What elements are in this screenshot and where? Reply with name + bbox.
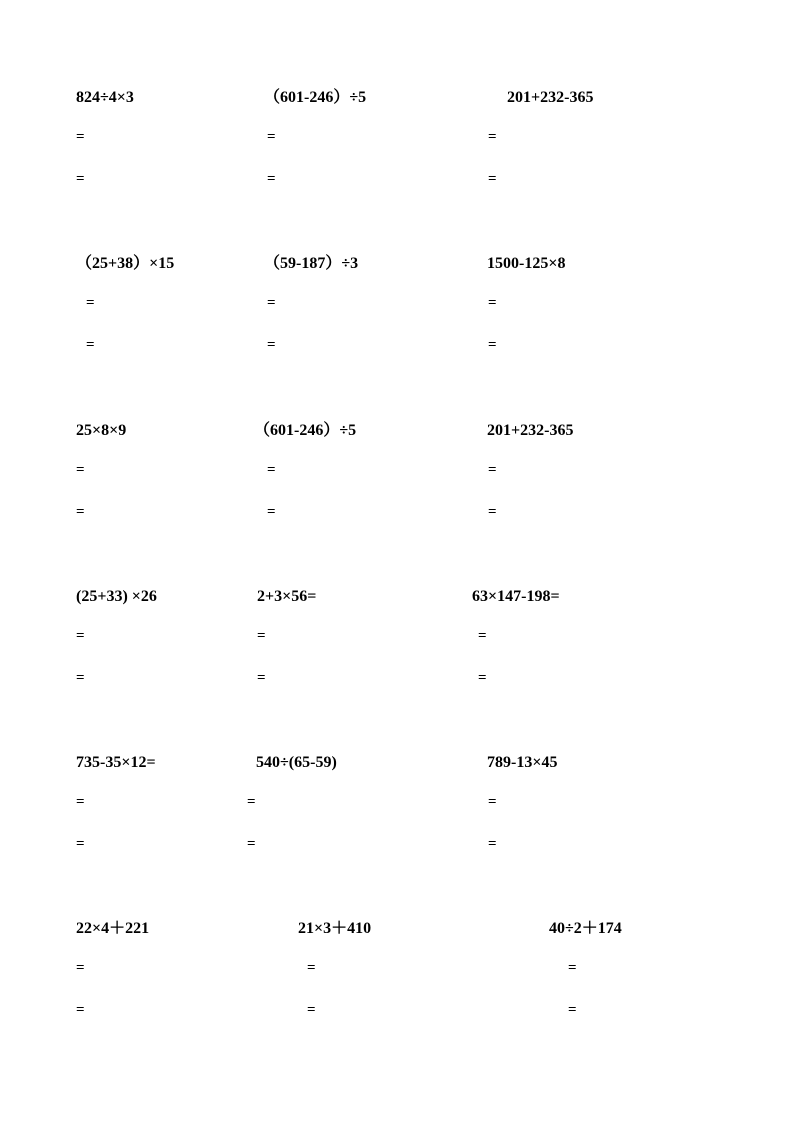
expression: 789-13×45 bbox=[487, 754, 558, 771]
equals-line-1: = bbox=[76, 129, 85, 145]
equals-line-2: = bbox=[478, 670, 487, 686]
equals-line-2: = bbox=[76, 504, 85, 520]
equals-line-1: = bbox=[478, 628, 487, 644]
equals-line-2: = bbox=[488, 836, 497, 852]
equals-line-2: = bbox=[488, 337, 497, 353]
expression: 40÷2＋174 bbox=[549, 920, 622, 937]
equals-line-1: = bbox=[267, 295, 276, 311]
equals-line-1: = bbox=[76, 794, 85, 810]
problem-r6-c1 bbox=[76, 919, 336, 1018]
equals-line-2: = bbox=[76, 171, 85, 187]
expression: （601-246）÷5 bbox=[254, 422, 357, 439]
problem-r1-c3 bbox=[488, 88, 767, 187]
problem-r4-c3 bbox=[472, 587, 732, 686]
equals-line-1: = bbox=[76, 960, 85, 976]
problem-r2-c3 bbox=[487, 254, 747, 353]
expression: 63×147-198= bbox=[472, 588, 560, 605]
expression: （59-187）÷3 bbox=[264, 255, 359, 272]
expression: 824÷4×3 bbox=[76, 89, 134, 106]
equals-line-1: = bbox=[86, 295, 95, 311]
expression: 2+3×56= bbox=[257, 588, 317, 605]
equals-line-1: = bbox=[247, 794, 256, 810]
equals-line-1: = bbox=[568, 960, 577, 976]
equals-line-1: = bbox=[488, 295, 497, 311]
expression: 540÷(65-59) bbox=[256, 754, 337, 771]
equals-line-1: = bbox=[76, 462, 85, 478]
problem-r6-c2 bbox=[298, 919, 558, 1018]
equals-line-2: = bbox=[76, 836, 85, 852]
equals-line-1: = bbox=[488, 129, 497, 145]
expression: 22×4＋221 bbox=[76, 920, 150, 937]
equals-line-1: = bbox=[488, 794, 497, 810]
equals-line-2: = bbox=[568, 1002, 577, 1018]
problem-r2-c2 bbox=[264, 254, 524, 353]
expression: （25+38）×15 bbox=[76, 255, 175, 272]
equals-line-2: = bbox=[267, 504, 276, 520]
equals-line-2: = bbox=[267, 171, 276, 187]
expression: (25+33) ×26 bbox=[76, 588, 157, 605]
equals-line-1: = bbox=[488, 462, 497, 478]
equals-line-2: = bbox=[76, 670, 85, 686]
expression: 21×3＋410 bbox=[298, 920, 372, 937]
expression: （601-246）÷5 bbox=[264, 89, 367, 106]
equals-line-2: = bbox=[488, 504, 497, 520]
problem-r5-c2 bbox=[247, 753, 516, 852]
problem-r3-c2 bbox=[254, 421, 514, 520]
equals-line-1: = bbox=[267, 129, 276, 145]
expression: 1500-125×8 bbox=[487, 255, 566, 272]
equals-line-1: = bbox=[267, 462, 276, 478]
equals-line-1: = bbox=[76, 628, 85, 644]
equals-line-2: = bbox=[247, 836, 256, 852]
expression: 201+232-365 bbox=[507, 89, 594, 106]
expression: 25×8×9 bbox=[76, 422, 127, 439]
equals-line-2: = bbox=[76, 1002, 85, 1018]
problem-r3-c3 bbox=[487, 421, 747, 520]
equals-line-2: = bbox=[267, 337, 276, 353]
problem-r5-c3 bbox=[487, 753, 747, 852]
expression: 201+232-365 bbox=[487, 422, 574, 439]
equals-line-2: = bbox=[257, 670, 266, 686]
equals-line-2: = bbox=[307, 1002, 316, 1018]
equals-line-2: = bbox=[86, 337, 95, 353]
expression: 735-35×12= bbox=[76, 754, 156, 771]
problem-r6-c3 bbox=[549, 919, 794, 1018]
equals-line-1: = bbox=[257, 628, 266, 644]
equals-line-2: = bbox=[488, 171, 497, 187]
equals-line-1: = bbox=[307, 960, 316, 976]
problem-r1-c2 bbox=[264, 88, 524, 187]
